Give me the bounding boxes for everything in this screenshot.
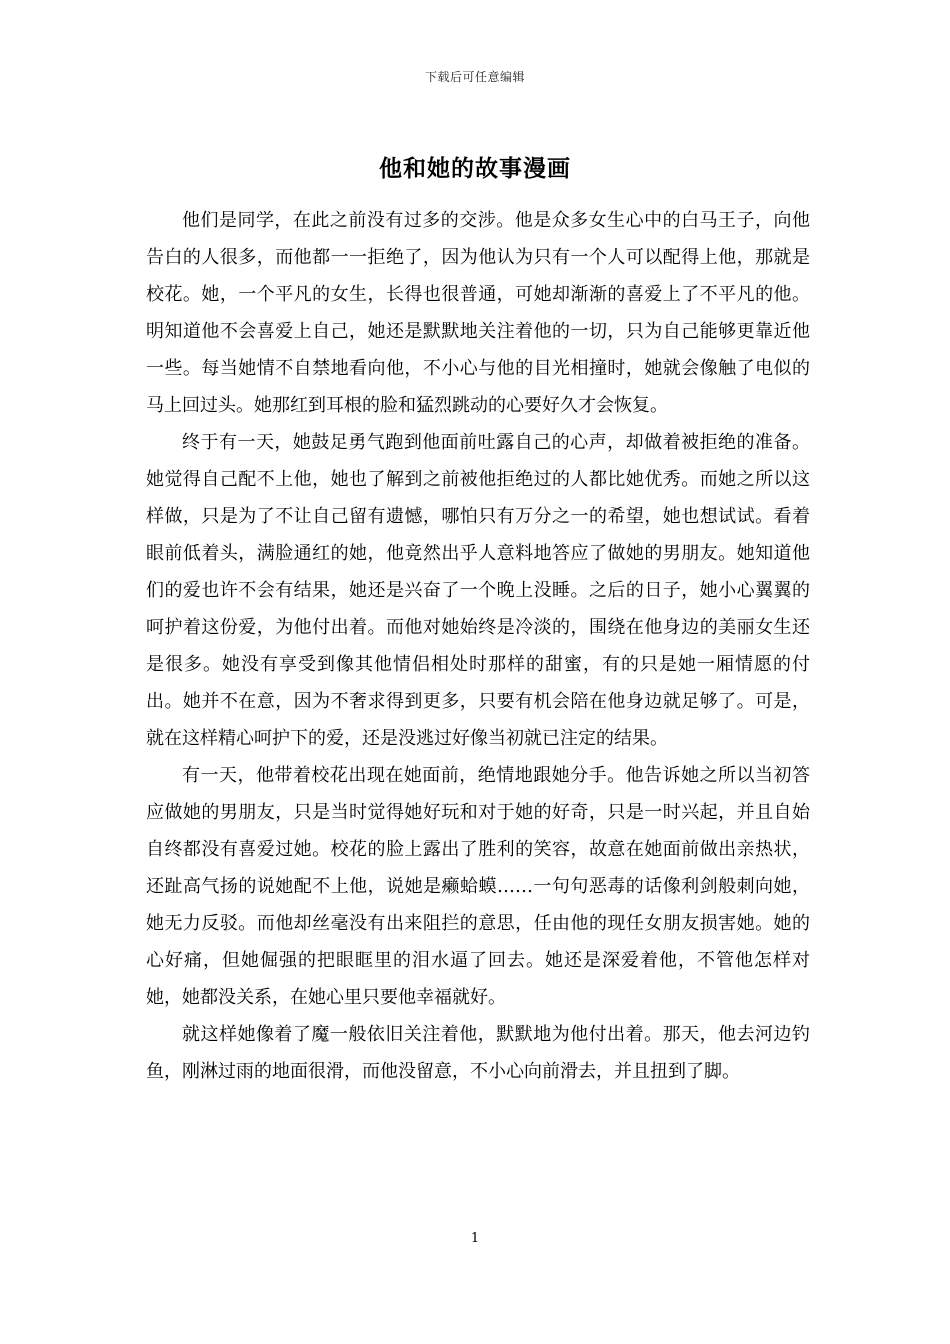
document-title: 他和她的故事漫画 [379,155,571,182]
header-note: 下载后可任意编辑 [424,70,525,84]
paragraph-4: 就这样她像着了魔一般依旧关注着他，默默地为他付出着。那天，他去河边钓鱼，刚淋过雨的地面很滑，而他没留意，不小心向前滑去，并且扭到了脚。 [146,1024,810,1082]
paragraph-3: 有一天，他带着校花出现在她面前，绝情地跟她分手。他告诉她之所以当初答应做她的男朋友，只是当时觉得她好玩和对于她的好奇，只是一时兴起，并且自始自终都没有喜爱过她。校花的脸上露出了胜利的笑容，故意在她面前做出亲热状，还趾高气扬的说她配不上他，说她是癞蛤蟆……一句句恶毒的话像利剑般刺向她，她无力反驳。而他却丝毫没有出来阻拦的意思，任由他的现任女朋友损害她。她的心好痛，但她倔强的把眼眶里的泪水逼了回去。她还是深爱着他，不管他怎样对她，她都没关系，在她心里只要他幸福就好。 [146,765,810,1008]
page-number: 1 [470,1231,480,1246]
paragraph-2: 终于有一天，她鼓足勇气跑到他面前吐露自己的心声，却做着被拒绝的准备。她觉得自己配不上他，她也了解到之前被他拒绝过的人都比她优秀。而她之所以这样做，只是为了不让自己留有遗憾，哪怕只有万分之一的希望，她也想试试。看着眼前低着头，满脸通红的她，他竟然出乎人意料地答应了做她的男朋友。她知道他们的爱也许不会有结果，她还是兴奋了一个晚上没睡。之后的日子，她小心翼翼的呵护着这份爱，为他付出着。而他对她始终是冷淡的，围绕在他身边的美丽女生还是很多。她没有享受到像其他情侣相处时那样的甜蜜，有的只是她一厢情愿的付出。她并不在意，因为不奢求得到更多，只要有机会陪在他身边就足够了。可是，就在这样精心呵护下的爱，还是没逃过好像当初就已注定的结果。 [146,432,810,749]
document-body [146,202,810,1090]
paragraph-1: 他们是同学，在此之前没有过多的交涉。他是众多女生心中的白马王子，向他告白的人很多，而他都一一拒绝了，因为他认为只有一个人可以配得上他，那就是校花。她，一个平凡的女生，长得也很普通，可她却渐渐的喜爱上了不平凡的他。明知道他不会喜爱上自己，她还是默默地关注着他的一切，只为自己能够更靠近他一些。每当她情不自禁地看向他，不小心与他的目光相撞时，她就会像触了电似的马上回过头。她那红到耳根的脸和猛烈跳动的心要好久才会恢复。 [146,210,810,416]
